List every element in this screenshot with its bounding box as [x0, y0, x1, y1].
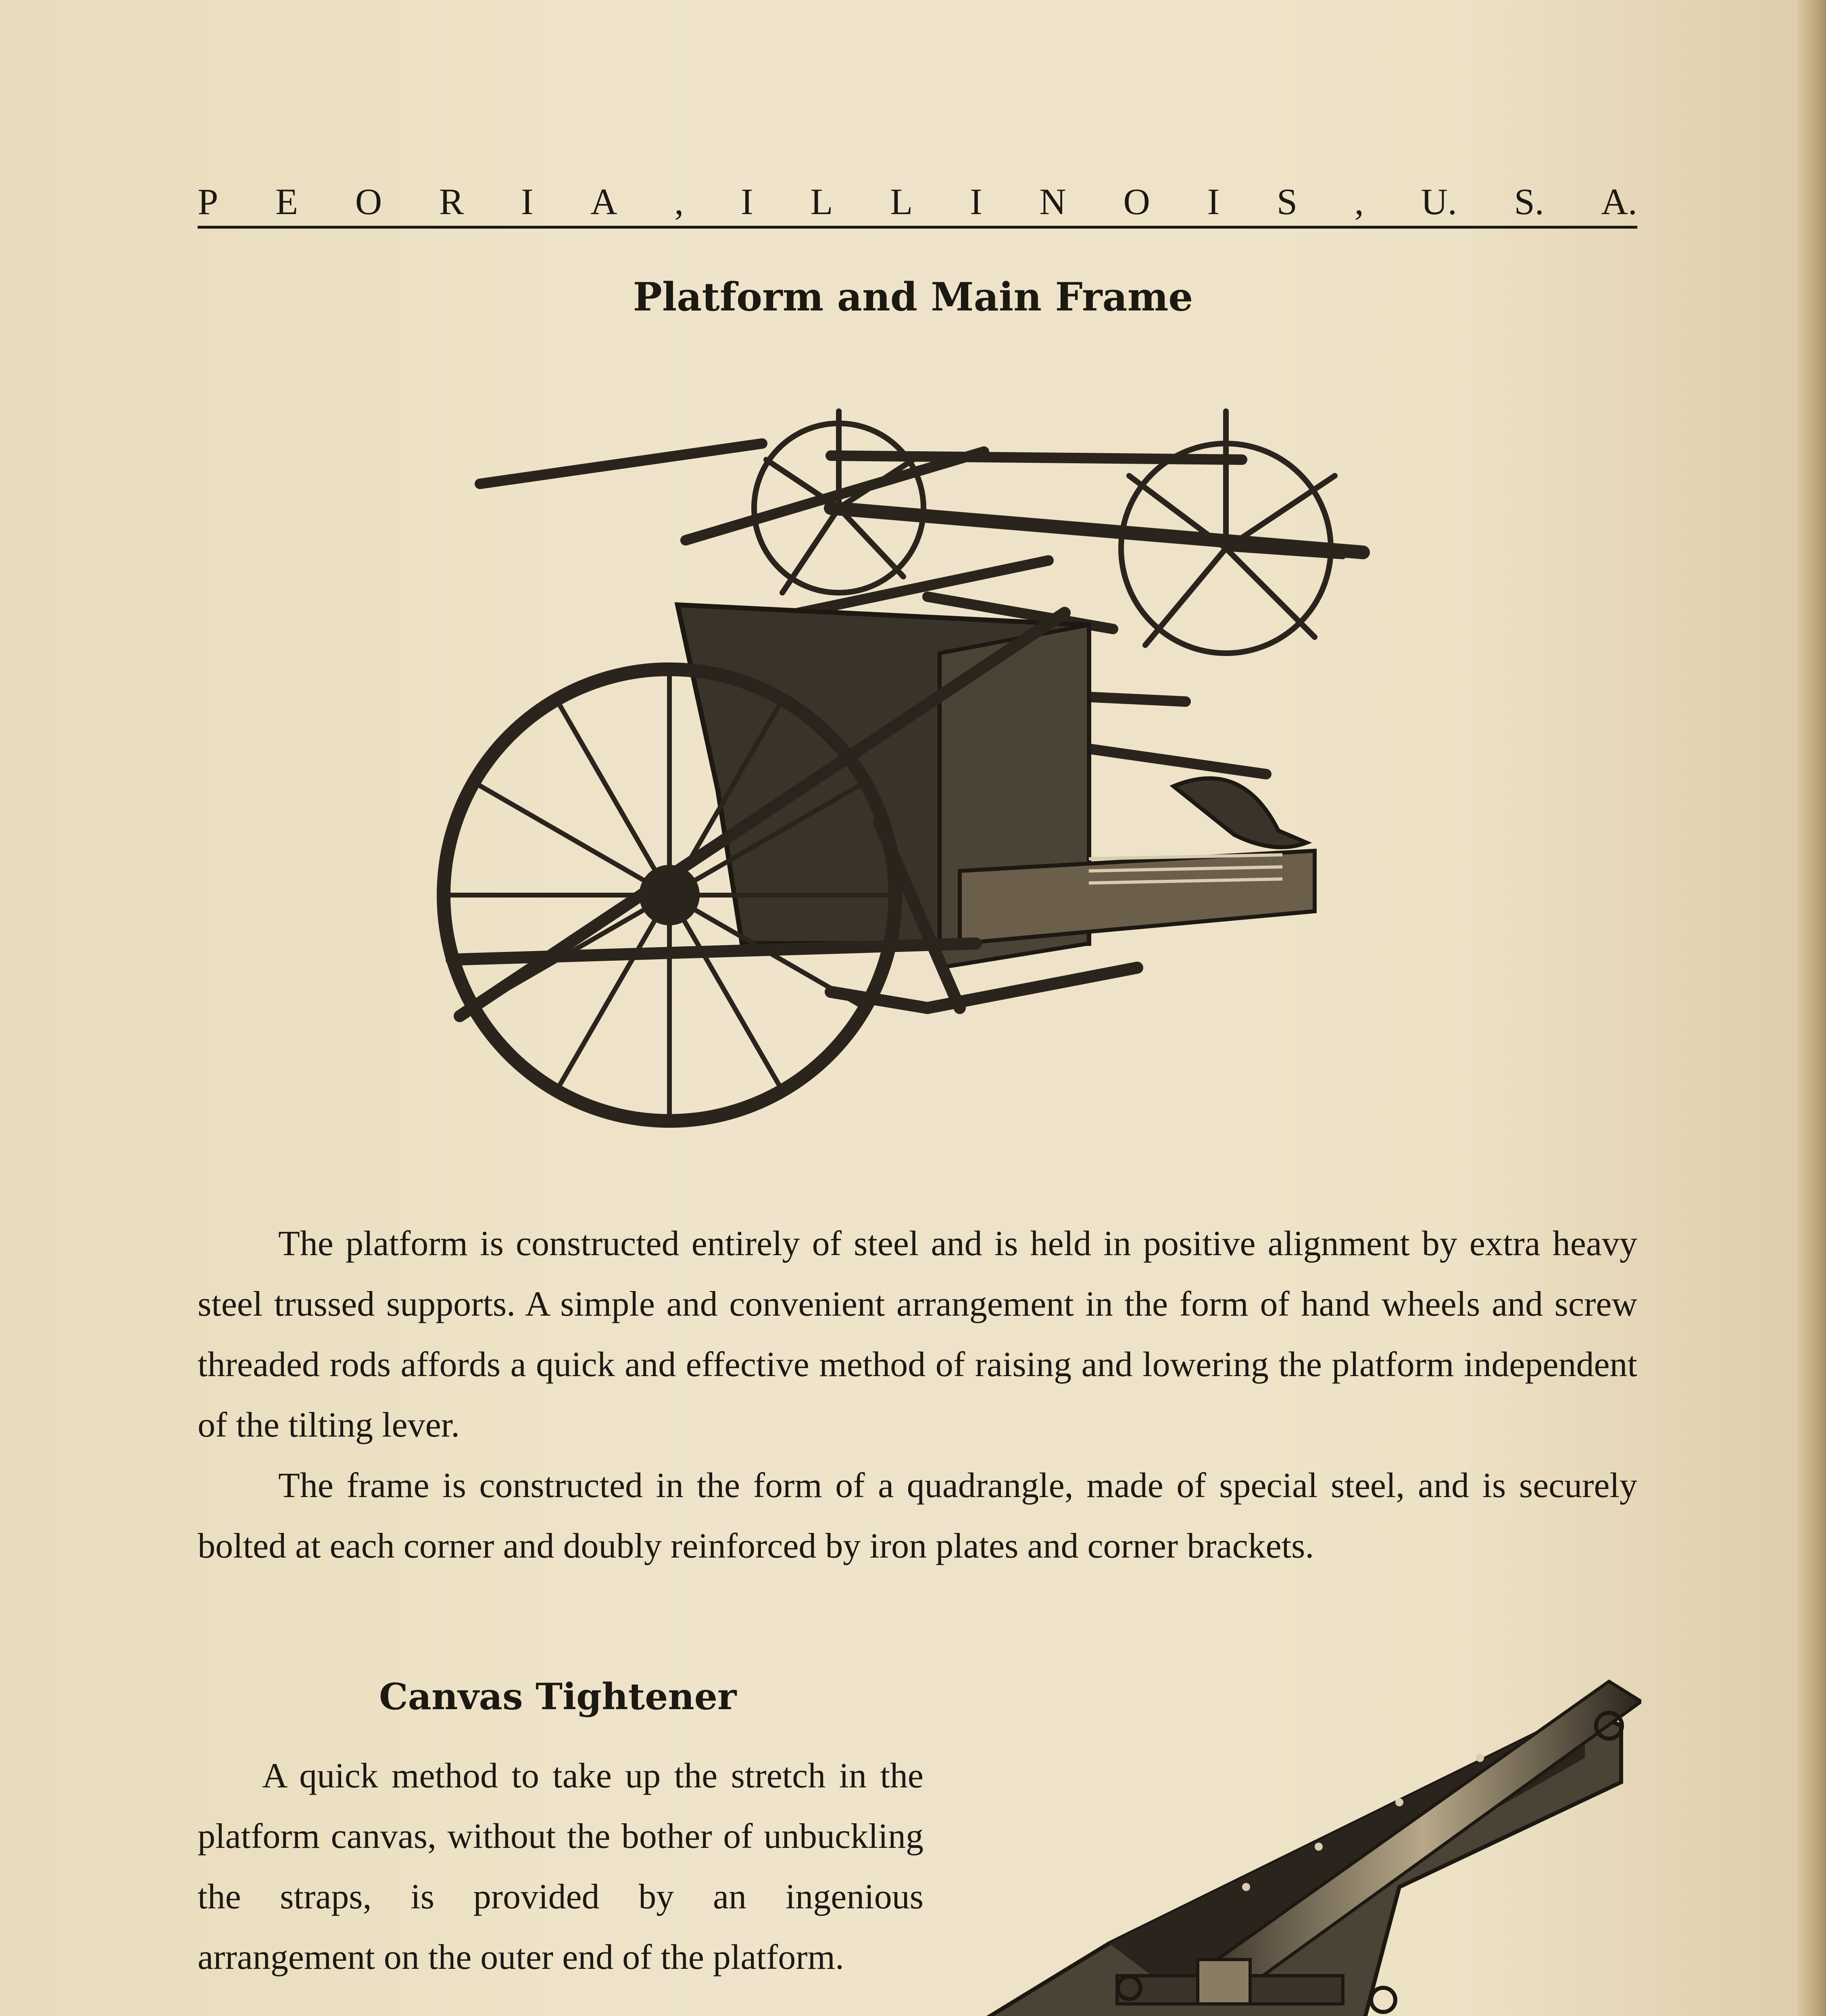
platform-paragraph: The platform is constructed entirely of steel and is held in positive alignment by extra heavy steel trussed supports. A simple and convenient arrangement in the form of hand wheels and screw threaded rods affords a quick and effective method of raising and lowering the platform independent of the tilting lever. [198, 1224, 1637, 1445]
header-letter: I [521, 181, 534, 222]
header-letter: N [1039, 181, 1066, 222]
header-letter: O [1123, 181, 1150, 222]
header-letter: L [810, 181, 833, 222]
header-letter: R [439, 181, 464, 222]
header-letter: , [674, 181, 684, 222]
header-letter: E [275, 181, 298, 222]
running-header [198, 177, 1637, 229]
header-letter: L [890, 181, 913, 222]
platform-frame-illustration [436, 387, 1411, 1177]
canvas-tightener-illustration [956, 1677, 1641, 2016]
header-letter: U. [1421, 181, 1457, 222]
header-letter: I [970, 181, 982, 222]
frame-paragraph: The frame is constructed in the form of a quadrangle, made of special steel, and is securely bolted at each corner and doubly reinforced by iron plates and corner brackets. [198, 1466, 1637, 1566]
header-letter: A. [1601, 181, 1637, 222]
header-letter: S. [1514, 181, 1544, 222]
header-letter: O [355, 181, 382, 222]
header-letter: P [198, 181, 219, 222]
section-title-canvas-tightener: Canvas Tightener [379, 1675, 737, 1718]
platform-description [198, 1214, 1637, 1577]
header-letter: S [1276, 181, 1298, 222]
canvas-tightener-description [198, 1746, 923, 1988]
header-letter: I [741, 181, 753, 222]
header-letter: A [590, 181, 617, 222]
header-letter: , [1354, 181, 1364, 222]
canvas-paragraph: A quick method to take up the stretch in the platform canvas, without the bother of unbuckling the straps, is provided by an ingenious arrangement on the outer end of the platform. [198, 1756, 923, 1977]
header-letter: I [1207, 181, 1220, 222]
section-title-platform: Platform and Main Frame [633, 274, 1193, 320]
